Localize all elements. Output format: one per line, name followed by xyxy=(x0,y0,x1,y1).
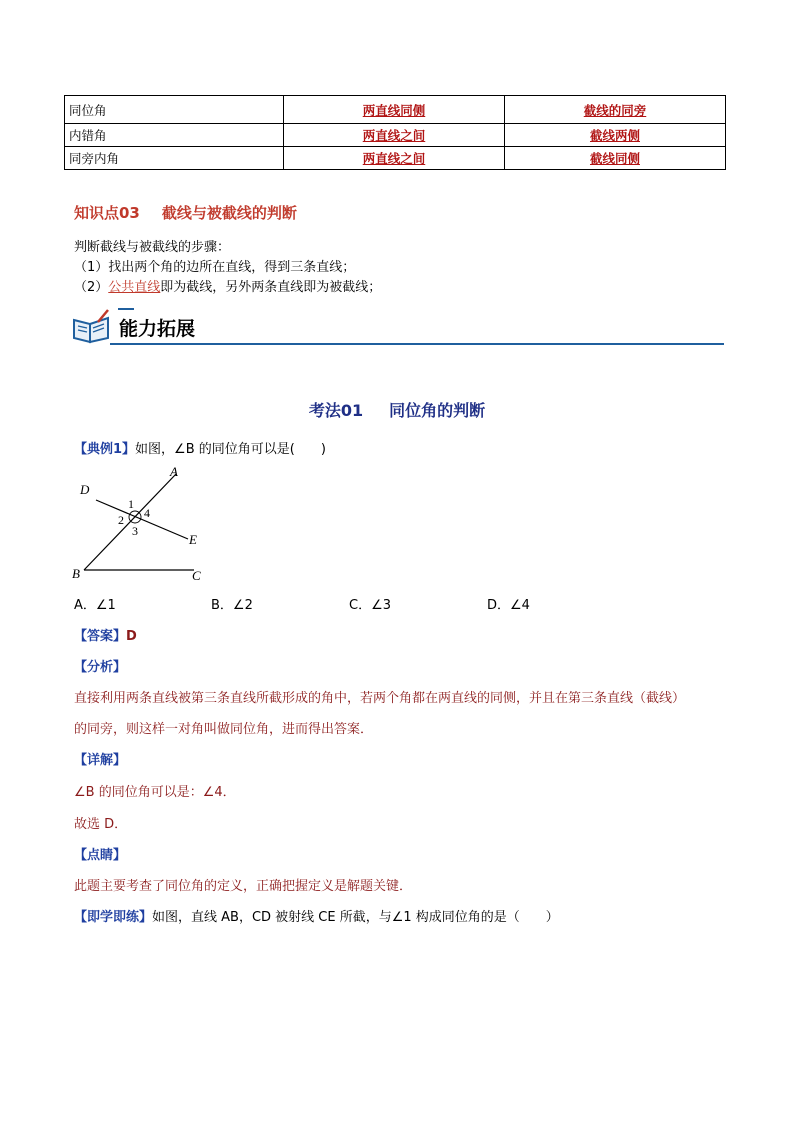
example-question-text: 如图，∠B 的同位角可以是( ) xyxy=(135,442,326,457)
label-c: C xyxy=(192,568,201,583)
detail-tag: 【详解】 xyxy=(74,753,127,768)
header-accent xyxy=(118,308,134,310)
table-row xyxy=(65,96,726,124)
section-header xyxy=(72,308,724,348)
label-angle-2: 2 xyxy=(118,513,124,527)
table-row xyxy=(65,124,726,147)
option-c: C．∠3 xyxy=(349,598,392,613)
geometry-figure xyxy=(66,460,216,584)
analysis-tag: 【分析】 xyxy=(74,660,127,675)
angle-comparison-table xyxy=(64,95,726,170)
knowledge-point-title: 截线与被截线的判断 xyxy=(161,204,297,222)
comment-text: 此题主要考查了同位角的定义，正确把握定义是解题关键． xyxy=(74,879,413,894)
table-cell: 截线两侧 xyxy=(504,124,725,147)
answer-line xyxy=(74,625,137,644)
table-cell: 截线同侧 xyxy=(504,147,725,170)
table-cell: 内错角 xyxy=(65,124,284,147)
label-b: B xyxy=(72,566,80,581)
line-de xyxy=(96,500,188,539)
practice-tag: 【即学即练】 xyxy=(74,910,153,925)
label-d: D xyxy=(80,482,90,497)
answer-tag: 【答案】 xyxy=(74,629,127,644)
table-cell: 同位角 xyxy=(65,96,284,124)
label-a: A xyxy=(170,464,178,479)
table-row xyxy=(65,147,726,170)
knowledge-step-2 xyxy=(74,276,381,295)
example-tag: 【典例1】 xyxy=(74,442,136,457)
section-divider xyxy=(110,343,724,345)
step-rest: 即为截线，另外两条直线即为被截线； xyxy=(160,280,382,295)
label-angle-3: 3 xyxy=(132,524,138,538)
line-ba xyxy=(84,474,176,570)
step-prefix: （2） xyxy=(74,280,109,295)
example-question xyxy=(74,438,326,457)
knowledge-point-heading xyxy=(74,202,297,223)
option-a: A．∠1 xyxy=(74,598,116,613)
table-cell: 两直线同侧 xyxy=(284,96,505,124)
label-angle-1: 1 xyxy=(128,497,134,511)
knowledge-step-1: （1）找出两个角的边所在直线，得到三条直线； xyxy=(74,260,356,275)
option-d: D．∠4 xyxy=(487,598,530,613)
practice-question xyxy=(74,906,559,925)
label-e: E xyxy=(189,532,197,547)
table-cell: 两直线之间 xyxy=(284,124,505,147)
table-cell: 两直线之间 xyxy=(284,147,505,170)
method-heading xyxy=(0,398,794,421)
analysis-line-1: 直接利用两条直线被第三条直线所截形成的角中，若两个角都在两直线的同侧，并且在第三条直线（截线） xyxy=(74,691,686,706)
detail-line-2: 故选 D． xyxy=(74,817,128,832)
knowledge-point-label: 知识点03 xyxy=(74,204,140,222)
book-icon xyxy=(72,308,112,350)
comment-tag: 【点睛】 xyxy=(74,848,127,863)
table-cell: 截线的同旁 xyxy=(504,96,725,124)
section-title: 能力拓展 xyxy=(119,318,196,340)
table-cell: 同旁内角 xyxy=(65,147,284,170)
label-angle-4: 4 xyxy=(144,506,150,520)
method-title: 同位角的判断 xyxy=(389,401,486,420)
knowledge-intro: 判断截线与被截线的步骤： xyxy=(74,240,231,255)
practice-text: 如图，直线 AB，CD 被射线 CE 所截，与∠1 构成同位角的是（ ） xyxy=(152,910,559,925)
method-label: 考法01 xyxy=(308,401,364,420)
step-highlight: 公共直线 xyxy=(108,280,161,295)
analysis-line-2: 的同旁，则这样一对角叫做同位角，进而得出答案． xyxy=(74,722,374,737)
answer-value: D xyxy=(126,629,137,644)
option-b: B．∠2 xyxy=(211,598,253,613)
detail-line-1: ∠B 的同位角可以是：∠4． xyxy=(74,785,236,800)
